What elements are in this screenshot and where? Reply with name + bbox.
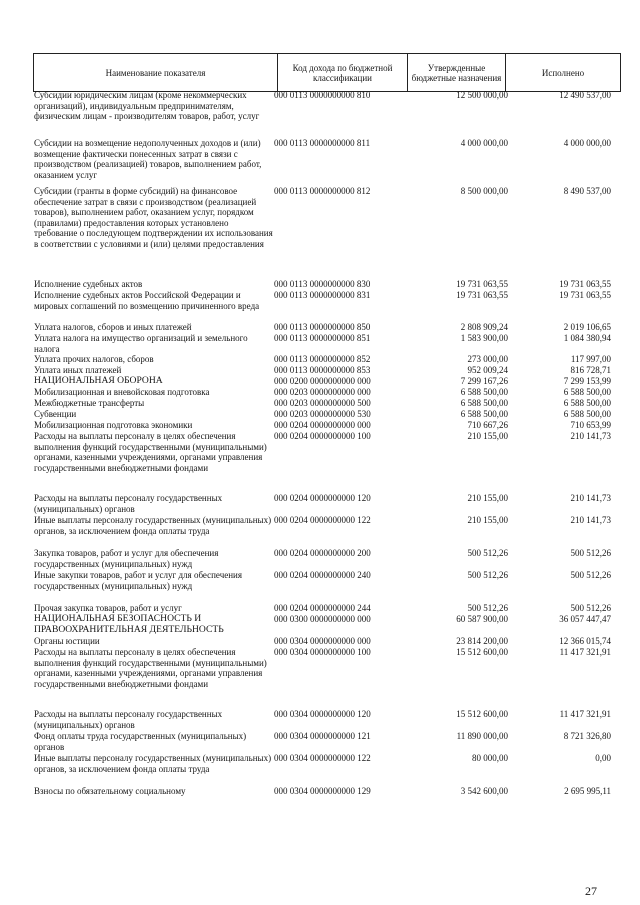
row-executed: 500 512,26 bbox=[570, 548, 611, 558]
row-executed: 2 695 995,11 bbox=[564, 786, 611, 796]
row-approved: 6 588 500,00 bbox=[460, 387, 508, 397]
table-row bbox=[0, 548, 640, 570]
row-code: 000 0204 0000000000 240 bbox=[274, 570, 371, 580]
table-row bbox=[0, 279, 640, 290]
row-executed: 117 997,00 bbox=[570, 354, 611, 364]
row-executed: 6 588 500,00 bbox=[563, 398, 611, 408]
row-code: 000 0203 0000000000 500 bbox=[274, 398, 371, 408]
header-code: Код дохода по бюджетной классификации bbox=[278, 54, 408, 92]
table-row bbox=[0, 290, 640, 322]
row-code: 000 0304 0000000000 122 bbox=[274, 753, 371, 763]
table-row bbox=[0, 647, 640, 709]
row-approved: 19 731 063,55 bbox=[456, 290, 508, 300]
row-code: 000 0204 0000000000 244 bbox=[274, 603, 371, 613]
row-executed: 7 299 153,99 bbox=[563, 376, 611, 386]
row-code: 000 0304 0000000000 100 bbox=[274, 647, 371, 657]
row-name: Расходы на выплаты персоналу государственных (муниципальных) органов bbox=[34, 709, 223, 730]
table-row bbox=[0, 186, 640, 279]
row-approved: 60 587 900,00 bbox=[456, 614, 508, 624]
row-name: Мобилизационная подготовка экономики bbox=[34, 420, 193, 430]
row-executed: 12 366 015,74 bbox=[559, 636, 611, 646]
row-name: Уплата налога на имущество организаций и земельного налога bbox=[34, 333, 248, 354]
row-executed: 8 490 537,00 bbox=[563, 186, 611, 196]
row-executed: 6 588 500,00 bbox=[563, 387, 611, 397]
row-executed: 500 512,26 bbox=[570, 603, 611, 613]
table-body bbox=[0, 90, 640, 808]
row-name: Органы юстиции bbox=[34, 636, 100, 646]
row-name: Уплата иных платежей bbox=[34, 365, 122, 375]
header-approved: Утвержденные бюджетные назначения bbox=[408, 54, 506, 92]
row-executed: 500 512,26 bbox=[570, 570, 611, 580]
table-row bbox=[0, 90, 640, 138]
row-code: 000 0113 0000000000 853 bbox=[274, 365, 371, 375]
table-row bbox=[0, 420, 640, 431]
row-code: 000 0204 0000000000 000 bbox=[274, 420, 371, 430]
row-executed: 210 141,73 bbox=[570, 515, 611, 525]
table-row bbox=[0, 786, 640, 808]
table-row bbox=[0, 322, 640, 333]
row-code: 000 0113 0000000000 811 bbox=[274, 138, 371, 148]
header-executed: Исполнено bbox=[506, 54, 621, 92]
row-code: 000 0304 0000000000 121 bbox=[274, 731, 371, 741]
row-approved: 273 000,00 bbox=[467, 354, 508, 364]
table-row bbox=[0, 731, 640, 753]
table-row bbox=[0, 376, 640, 387]
row-executed: 2 019 106,65 bbox=[563, 322, 611, 332]
row-executed: 11 417 321,91 bbox=[559, 647, 611, 657]
row-name: Субсидии юридическим лицам (кроме некоммерческих организаций), индивидуальным предпринимателям, физическим лицам - производителям товаров, работ, услуг bbox=[34, 90, 260, 122]
row-approved: 500 512,26 bbox=[467, 570, 508, 580]
row-approved: 19 731 063,55 bbox=[456, 279, 508, 289]
table-row bbox=[0, 354, 640, 365]
row-name: Субсидии (гранты в форме субсидий) на финансовое обеспечение затрат в связи с производством (реализацией товаров), выполнением работ, оказанием услуг, порядком (правилами) предоставления которых установлено требование о последующем подтверждении их использования в соответствии с условиями и (или) целями предоставления bbox=[34, 186, 273, 249]
row-code: 000 0204 0000000000 120 bbox=[274, 493, 371, 503]
row-approved: 80 000,00 bbox=[472, 753, 508, 763]
row-name: Фонд оплаты труда государственных (муниципальных) органов bbox=[34, 731, 247, 752]
row-approved: 6 588 500,00 bbox=[460, 398, 508, 408]
row-executed: 12 490 537,00 bbox=[559, 90, 611, 100]
row-approved: 15 512 600,00 bbox=[456, 709, 508, 719]
row-approved: 6 588 500,00 bbox=[460, 409, 508, 419]
table-row bbox=[0, 515, 640, 548]
table-row bbox=[0, 709, 640, 731]
row-executed: 11 417 321,91 bbox=[559, 709, 611, 719]
row-name: Расходы на выплаты персоналу в целях обеспечения выполнения функций государственными (муниципальными) органами, казенными учреждениями, органами управления государственными внебюджетными фондами bbox=[34, 431, 267, 473]
table-row bbox=[0, 570, 640, 603]
row-name: НАЦИОНАЛЬНАЯ БЕЗОПАСНОСТЬ И ПРАВООХРАНИТЕЛЬНАЯ ДЕЯТЕЛЬНОСТЬ bbox=[34, 613, 224, 635]
row-approved: 23 814 200,00 bbox=[456, 636, 508, 646]
row-code: 000 0300 0000000000 000 bbox=[274, 614, 371, 624]
row-code: 000 0113 0000000000 810 bbox=[274, 90, 371, 100]
row-name: Исполнение судебных актов Российской Федерации и мировых соглашений по возмещению причиненного вреда bbox=[34, 290, 260, 311]
row-executed: 210 141,73 bbox=[570, 493, 611, 503]
table-row bbox=[0, 636, 640, 647]
row-code: 000 0204 0000000000 122 bbox=[274, 515, 371, 525]
row-approved: 500 512,26 bbox=[467, 603, 508, 613]
row-approved: 12 500 000,00 bbox=[456, 90, 508, 100]
row-approved: 2 808 909,24 bbox=[460, 322, 508, 332]
table-row bbox=[0, 614, 640, 636]
row-approved: 210 155,00 bbox=[467, 515, 508, 525]
row-executed: 210 141,73 bbox=[570, 431, 611, 441]
row-executed: 8 721 326,80 bbox=[563, 731, 611, 741]
row-code: 000 0304 0000000000 120 bbox=[274, 709, 371, 719]
row-name: НАЦИОНАЛЬНАЯ ОБОРОНА bbox=[34, 375, 163, 386]
page-number: 27 bbox=[585, 884, 597, 898]
row-executed: 816 728,71 bbox=[570, 365, 611, 375]
row-name: Субвенции bbox=[34, 409, 77, 419]
table-header bbox=[33, 53, 621, 92]
row-code: 000 0200 0000000000 000 bbox=[274, 376, 371, 386]
row-code: 000 0304 0000000000 000 bbox=[274, 636, 371, 646]
row-code: 000 0113 0000000000 831 bbox=[274, 290, 371, 300]
table-row bbox=[0, 398, 640, 409]
row-code: 000 0203 0000000000 000 bbox=[274, 387, 371, 397]
row-code: 000 0113 0000000000 812 bbox=[274, 186, 371, 196]
row-executed: 1 084 380,94 bbox=[563, 333, 611, 343]
row-code: 000 0113 0000000000 851 bbox=[274, 333, 371, 343]
row-approved: 3 542 600,00 bbox=[460, 786, 508, 796]
row-approved: 210 155,00 bbox=[467, 493, 508, 503]
row-approved: 952 009,24 bbox=[467, 365, 508, 375]
row-approved: 7 299 167,26 bbox=[460, 376, 508, 386]
row-executed: 19 731 063,55 bbox=[559, 279, 611, 289]
row-name: Прочая закупка товаров, работ и услуг bbox=[34, 603, 182, 613]
row-name: Уплата прочих налогов, сборов bbox=[34, 354, 154, 364]
row-code: 000 0204 0000000000 200 bbox=[274, 548, 371, 558]
row-executed: 6 588 500,00 bbox=[563, 409, 611, 419]
table-row bbox=[0, 753, 640, 786]
row-code: 000 0204 0000000000 100 bbox=[274, 431, 371, 441]
row-approved: 8 500 000,00 bbox=[460, 186, 508, 196]
row-name: Расходы на выплаты персоналу государственных (муниципальных) органов bbox=[34, 493, 223, 514]
row-code: 000 0113 0000000000 850 bbox=[274, 322, 371, 332]
row-name: Расходы на выплаты персоналу в целях обеспечения выполнения функций государственными (муниципальными) органами, казенными учреждениями, органами управления государственными внебюджетными фондами bbox=[34, 647, 267, 689]
row-name: Взносы по обязательному социальному bbox=[34, 786, 186, 796]
row-code: 000 0304 0000000000 129 bbox=[274, 786, 371, 796]
table-row bbox=[0, 493, 640, 515]
row-approved: 210 155,00 bbox=[467, 431, 508, 441]
table-row bbox=[0, 333, 640, 354]
row-approved: 4 000 000,00 bbox=[460, 138, 508, 148]
row-name: Иные выплаты персоналу государственных (муниципальных) органов, за исключением фонда оплаты труда bbox=[34, 515, 272, 536]
row-name: Иные выплаты персоналу государственных (муниципальных) органов, за исключением фонда оплаты труда bbox=[34, 753, 272, 774]
table-row bbox=[0, 387, 640, 398]
row-approved: 1 583 900,00 bbox=[460, 333, 508, 343]
row-name: Закупка товаров, работ и услуг для обеспечения государственных (муниципальных) нужд bbox=[34, 548, 219, 569]
row-name: Межбюджетные трансферты bbox=[34, 398, 145, 408]
row-code: 000 0203 0000000000 530 bbox=[274, 409, 371, 419]
row-code: 000 0113 0000000000 852 bbox=[274, 354, 371, 364]
row-name: Исполнение судебных актов bbox=[34, 279, 143, 289]
table-row bbox=[0, 409, 640, 420]
row-executed: 36 057 447,47 bbox=[559, 614, 611, 624]
row-executed: 4 000 000,00 bbox=[563, 138, 611, 148]
row-executed: 0,00 bbox=[595, 753, 611, 763]
row-approved: 15 512 600,00 bbox=[456, 647, 508, 657]
header-name: Наименование показателя bbox=[34, 54, 278, 92]
row-approved: 710 667,26 bbox=[467, 420, 508, 430]
row-code: 000 0113 0000000000 830 bbox=[274, 279, 371, 289]
row-name: Уплата налогов, сборов и иных платежей bbox=[34, 322, 192, 332]
row-approved: 11 890 000,00 bbox=[456, 731, 508, 741]
row-name: Мобилизационная и вневойсковая подготовка bbox=[34, 387, 210, 397]
table-row bbox=[0, 138, 640, 186]
row-name: Иные закупки товаров, работ и услуг для обеспечения государственных (муниципальных) нужд bbox=[34, 570, 242, 591]
row-executed: 710 653,99 bbox=[570, 420, 611, 430]
row-approved: 500 512,26 bbox=[467, 548, 508, 558]
row-executed: 19 731 063,55 bbox=[559, 290, 611, 300]
row-name: Субсидии на возмещение недополученных доходов и (или) возмещение фактически понесенных затрат в связи с производством (реализацией) товаров, выполнением работ, оказанием услуг bbox=[34, 138, 262, 180]
table-row bbox=[0, 431, 640, 493]
